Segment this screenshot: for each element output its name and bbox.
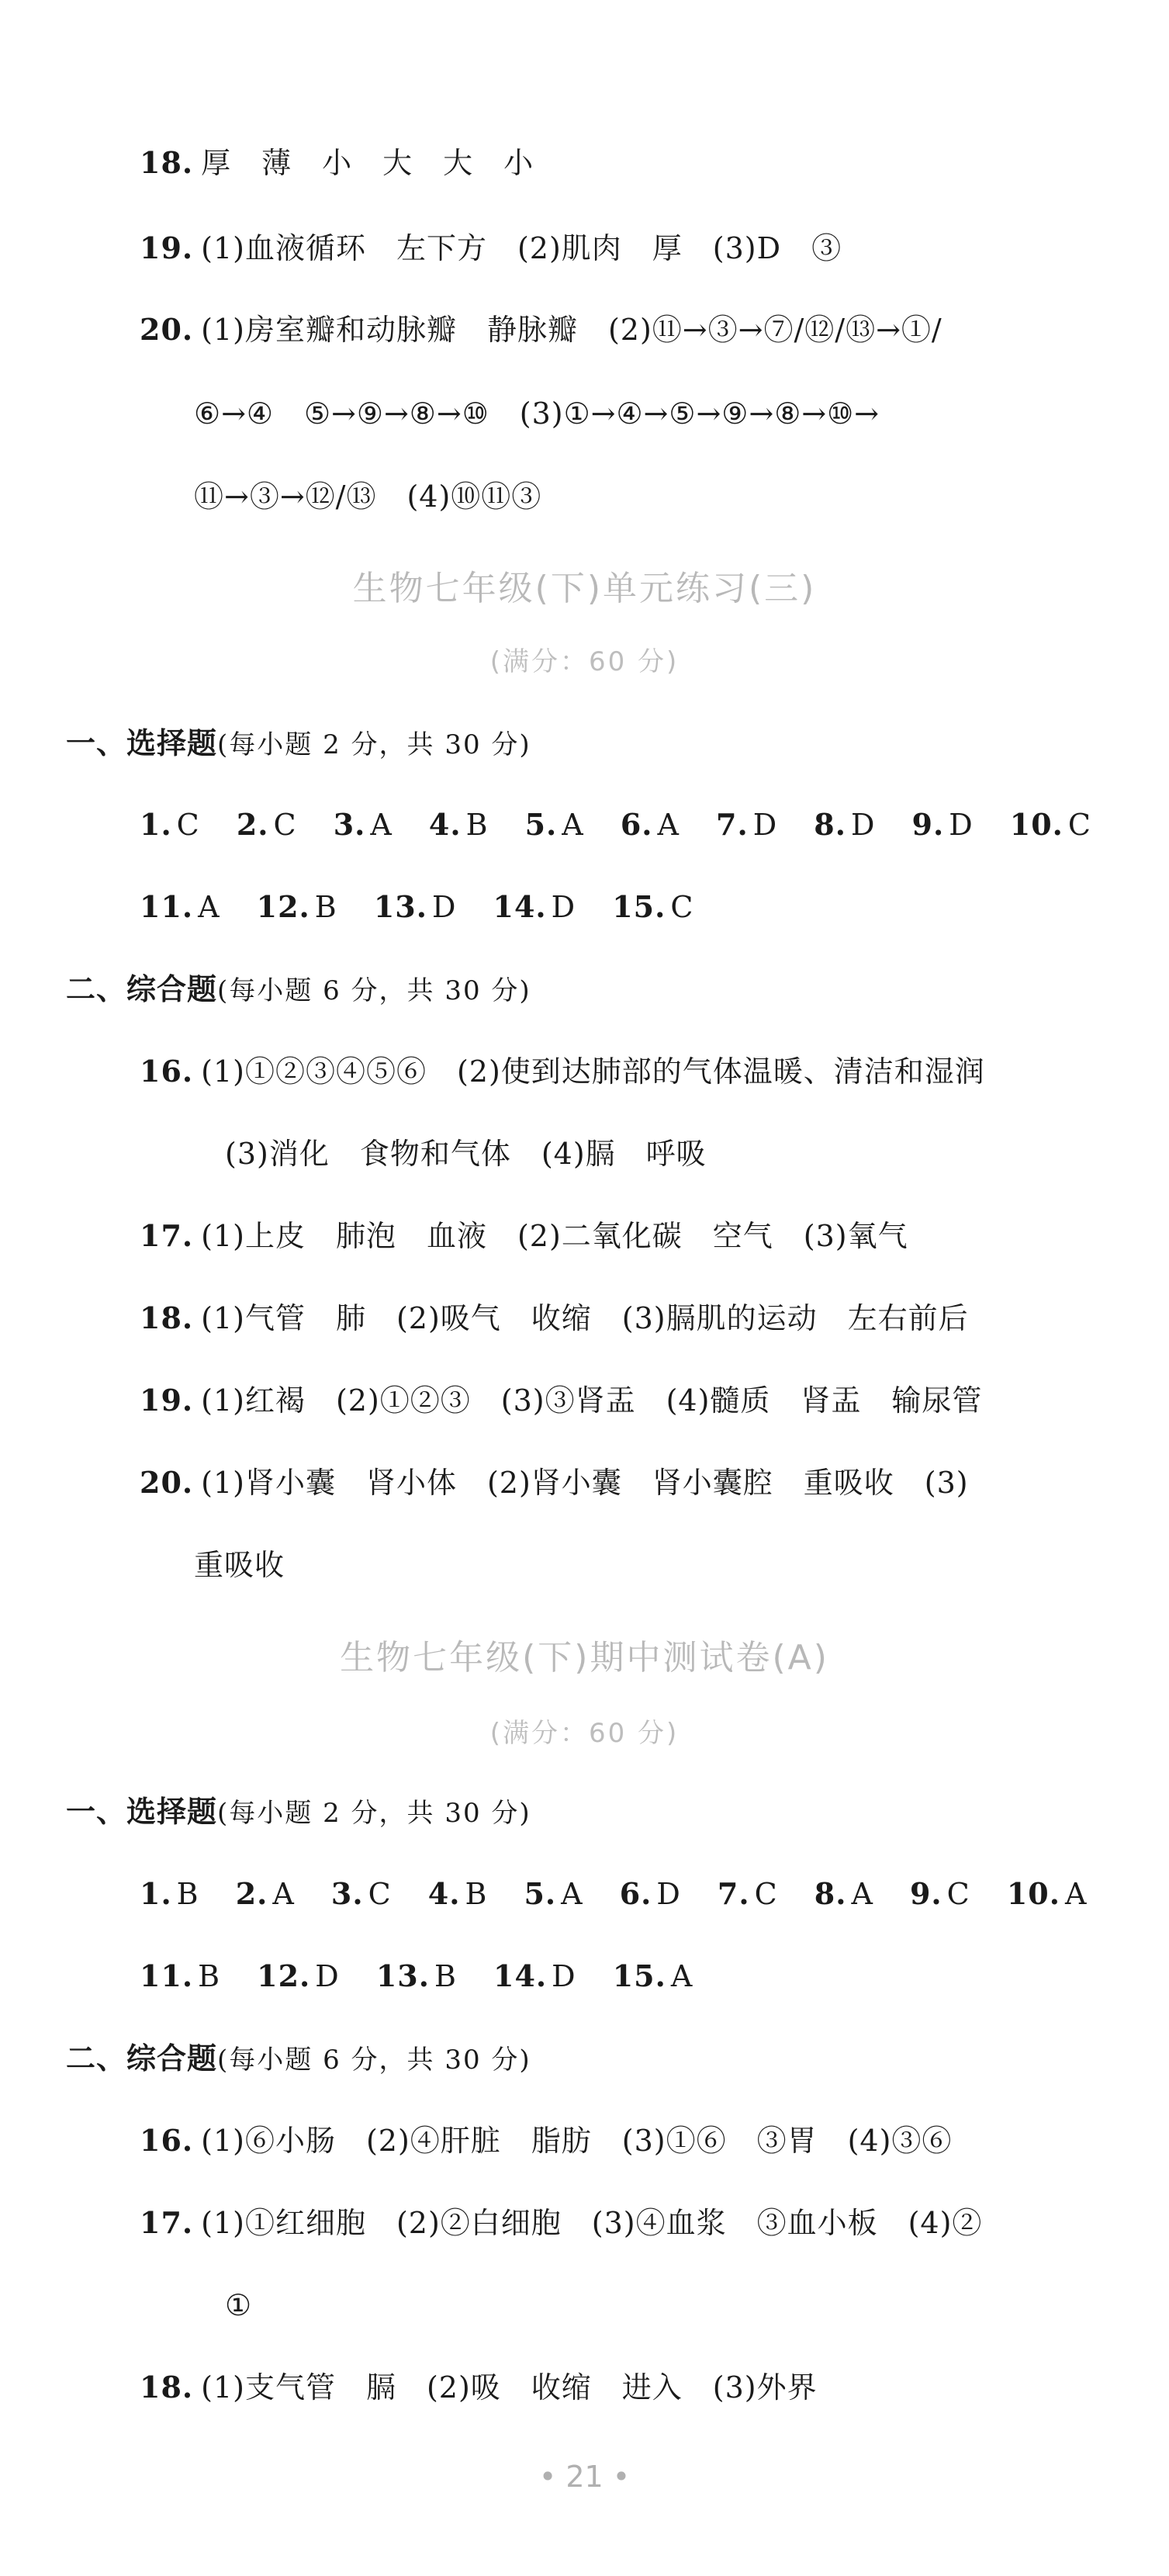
midterm-section-choice: 一、选择题(每小题 2 分，共 30 分) xyxy=(66,1794,531,1829)
choice-item: 2. C xyxy=(236,807,297,842)
midterm-section-comprehensive: 二、综合题(每小题 6 分，共 30 分) xyxy=(66,2041,531,2076)
choice-item: 8. A xyxy=(814,1876,873,1911)
unit3-answer-20-line2: 重吸收 xyxy=(194,1548,285,1582)
choice-item: 5. A xyxy=(524,807,584,842)
choice-item: 10. C xyxy=(1009,807,1091,842)
choice-item: 1. C xyxy=(140,807,200,842)
answer-20-line2: ⑥→④ ⑤→⑨→⑧→⑩ (3)①→④→⑤→⑨→⑧→⑩→ xyxy=(194,396,880,431)
midterm-choice-row2 xyxy=(140,1957,719,1996)
midterm-subtitle: (满分：60 分) xyxy=(489,1718,680,1749)
choice-item: 6. D xyxy=(619,1876,681,1911)
answer-20-line3: ⑪→③→⑫/⑬ (4)⑩⑪③ xyxy=(194,480,542,514)
choice-item: 11. A xyxy=(140,889,220,924)
midterm-title: 生物七年级(下)期中测试卷(A) xyxy=(340,1638,829,1678)
midterm-choice-row1 xyxy=(140,1875,1113,1913)
unit3-answer-16-line1: 16. (1)①②③④⑤⑥ (2)使到达肺部的气体温暖、清洁和湿润 xyxy=(140,1054,985,1089)
unit3-choice-row1 xyxy=(140,805,1118,844)
answer-20-line1: 20. (1)房室瓣和动脉瓣 静脉瓣 (2)⑪→③→⑦/⑫/⑬→①/ xyxy=(140,312,942,347)
midterm-answer-18: 18. (1)支气管 膈 (2)吸 收缩 进入 (3)外界 xyxy=(140,2370,818,2405)
choice-item: 12. D xyxy=(257,1958,340,1993)
midterm-answer-17-line1: 17. (1)①红细胞 (2)②白细胞 (3)④血浆 ③血小板 (4)② xyxy=(140,2205,983,2240)
choice-item: 15. C xyxy=(612,889,694,924)
choice-item: 13. B xyxy=(375,1958,457,1993)
choice-item: 12. B xyxy=(256,889,337,924)
unit3-answer-18: 18. (1)气管 肺 (2)吸气 收缩 (3)膈肌的运动 左右前后 xyxy=(140,1300,969,1335)
choice-item: 4. B xyxy=(428,807,489,842)
page-number: • 21 • xyxy=(538,2460,631,2494)
choice-item: 7. C xyxy=(717,1876,778,1911)
unit3-answer-19: 19. (1)红褐 (2)①②③ (3)③肾盂 (4)髓质 肾盂 输尿管 xyxy=(140,1383,983,1418)
choice-item: 7. D xyxy=(716,807,778,842)
choice-item: 8. D xyxy=(814,807,876,842)
unit3-answer-17: 17. (1)上皮 肺泡 血液 (2)二氧化碳 空气 (3)氧气 xyxy=(140,1218,908,1253)
unit3-section-choice: 一、选择题(每小题 2 分，共 30 分) xyxy=(66,725,531,760)
choice-item: 9. C xyxy=(909,1876,970,1911)
choice-item: 4. B xyxy=(427,1876,488,1911)
choice-item: 11. B xyxy=(140,1958,221,1993)
unit3-title: 生物七年级(下)单元练习(三) xyxy=(352,569,817,608)
answer-18: 18. 厚 薄 小 大 大 小 xyxy=(140,145,534,180)
choice-item: 9. D xyxy=(911,807,974,842)
choice-item: 3. A xyxy=(333,807,393,842)
choice-item: 3. C xyxy=(330,1876,392,1911)
midterm-answer-16: 16. (1)⑥小肠 (2)④肝脏 脂肪 (3)①⑥ ③胃 (4)③⑥ xyxy=(140,2123,953,2158)
choice-item: 15. A xyxy=(612,1958,693,1993)
unit3-choice-row2 xyxy=(140,888,720,926)
midterm-answer-17-line2: ① xyxy=(225,2288,253,2322)
answer-19: 19. (1)血液循环 左下方 (2)肌肉 厚 (3)D ③ xyxy=(140,230,842,265)
choice-item: 5. A xyxy=(524,1876,583,1911)
choice-item: 1. B xyxy=(140,1876,199,1911)
unit3-section-comprehensive: 二、综合题(每小题 6 分，共 30 分) xyxy=(66,971,531,1006)
choice-item: 10. A xyxy=(1006,1876,1088,1911)
unit3-subtitle: (满分：60 分) xyxy=(489,646,680,677)
unit3-answer-16-line2: (3)消化 食物和气体 (4)膈 呼吸 xyxy=(225,1137,707,1171)
choice-item: 14. D xyxy=(493,1958,576,1993)
choice-item: 14. D xyxy=(493,889,576,924)
unit3-answer-20-line1: 20. (1)肾小囊 肾小体 (2)肾小囊 肾小囊腔 重吸收 (3) xyxy=(140,1465,969,1500)
choice-item: 13. D xyxy=(373,889,457,924)
choice-item: 6. A xyxy=(620,807,680,842)
choice-item: 2. A xyxy=(235,1876,295,1911)
